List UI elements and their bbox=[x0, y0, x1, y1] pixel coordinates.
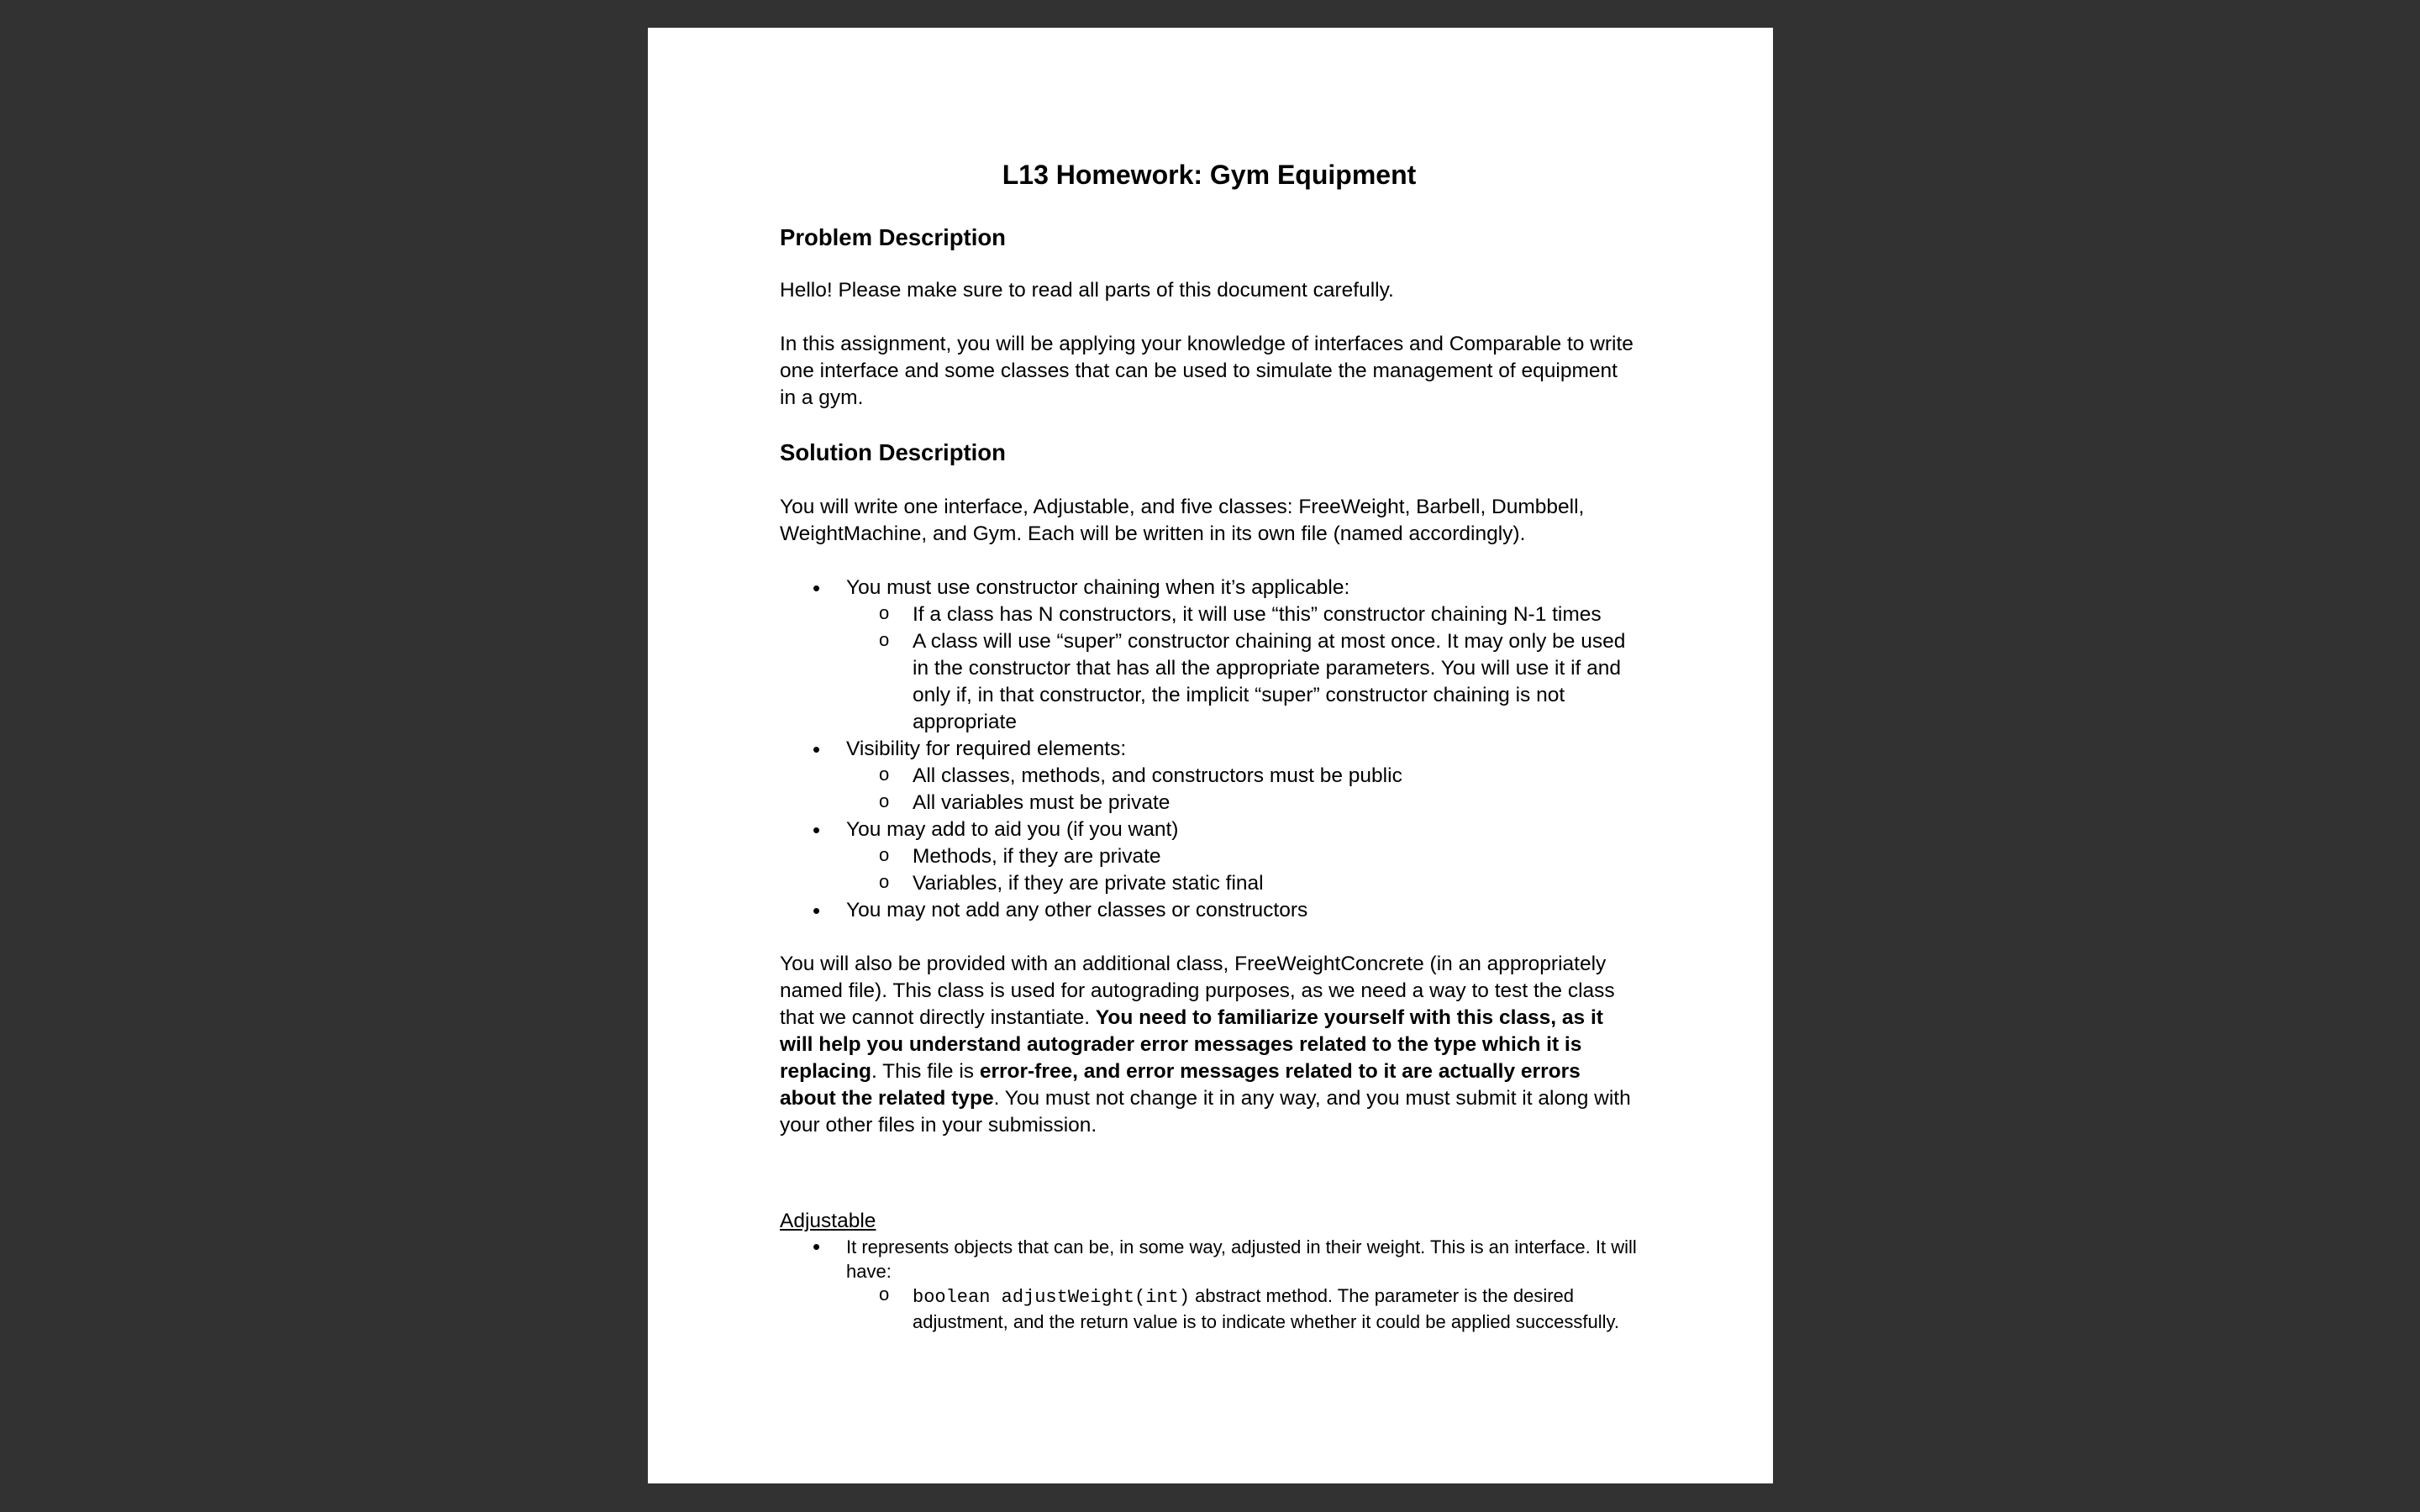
sub-list-item: o Methods, if they are private bbox=[913, 843, 1639, 870]
requirements-list bbox=[780, 575, 1639, 924]
document-title: L13 Homework: Gym Equipment bbox=[1002, 160, 1417, 190]
concrete-class-paragraph bbox=[780, 951, 1639, 1139]
sub-list-item: o Variables, if they are private static final bbox=[913, 870, 1639, 897]
sub-list-item: o All variables must be private bbox=[913, 790, 1639, 816]
concrete-bold-1: You need to familiarize yourself with this class, as it will help you understand autograder error messages related to the type which it is replacing bbox=[780, 1006, 1603, 1083]
document-page bbox=[648, 28, 1773, 1483]
problem-paragraph-2: In this assignment, you will be applying your knowledge of interfaces and Comparable to write one interface and some classes that can be used to simulate the management of equipment in a gym. bbox=[780, 333, 1634, 409]
sub-list bbox=[846, 763, 1639, 816]
sub-list bbox=[846, 843, 1639, 897]
concrete-text-3: . You must not change it in any way, and you must submit it along with your other files in your submission. bbox=[780, 1087, 1631, 1137]
problem-paragraph-1: Hello! Please make sure to read all parts of this document carefully. bbox=[780, 279, 1394, 302]
sub-list bbox=[846, 601, 1639, 736]
solution-paragraph-1: You will write one interface, Adjustable, and five classes: FreeWeight, Barbell, Dumbbell, WeightMachine, and Gym. Each will be written in its own file (named accordingly). bbox=[780, 496, 1585, 545]
sub-list-item: o If a class has N constructors, it will use “this” constructor chaining N-1 times bbox=[913, 601, 1639, 628]
sub-list-item bbox=[913, 1284, 1639, 1334]
sub-list-item: o All classes, methods, and constructors must be public bbox=[913, 763, 1639, 790]
list-item-text: You may not add any other classes or constructors bbox=[846, 899, 1308, 921]
concrete-bold-2: error-free, and error messages related to it are actually errors about the related type bbox=[780, 1060, 1581, 1110]
adjustable-heading: Adjustable bbox=[780, 1210, 876, 1232]
list-item bbox=[846, 575, 1639, 736]
method-signature: boolean adjustWeight(int) bbox=[913, 1287, 1191, 1308]
adjustable-list bbox=[780, 1235, 1639, 1334]
sub-list-item: o A class will use “super” constructor chaining at most once. It may only be used in the constructor that has all the appropriate parameters. You will use it if and only if, in that constructor, the implicit “super” constructor chaining is not appropriate bbox=[913, 628, 1639, 736]
sub-list bbox=[846, 1284, 1639, 1334]
list-item-text: Visibility for required elements: bbox=[846, 738, 1127, 760]
list-item-text: You may add to aid you (if you want) bbox=[846, 818, 1179, 841]
concrete-text-2: . This file is bbox=[871, 1060, 980, 1083]
list-item bbox=[846, 816, 1639, 897]
method-description: abstract method. The parameter is the desired adjustment, and the return value is to indicate whether it could be applied successfully. bbox=[913, 1285, 1619, 1332]
spacer bbox=[780, 1166, 1639, 1208]
concrete-text-1: You will also be provided with an additional class, FreeWeightConcrete (in an appropriately named file). This class is used for autograding purposes, as we need a way to test the class that we cannot directly instantiate. bbox=[780, 953, 1615, 1029]
solution-heading: Solution Description bbox=[780, 439, 1006, 465]
list-item-text: You must use constructor chaining when it’s applicable: bbox=[846, 576, 1350, 599]
list-item bbox=[846, 736, 1639, 816]
list-item-text: It represents objects that can be, in some way, adjusted in their weight. This is an interface. It will have: bbox=[846, 1236, 1637, 1282]
problem-heading: Problem Description bbox=[780, 224, 1006, 250]
list-item bbox=[846, 1235, 1639, 1334]
list-item bbox=[846, 897, 1639, 924]
